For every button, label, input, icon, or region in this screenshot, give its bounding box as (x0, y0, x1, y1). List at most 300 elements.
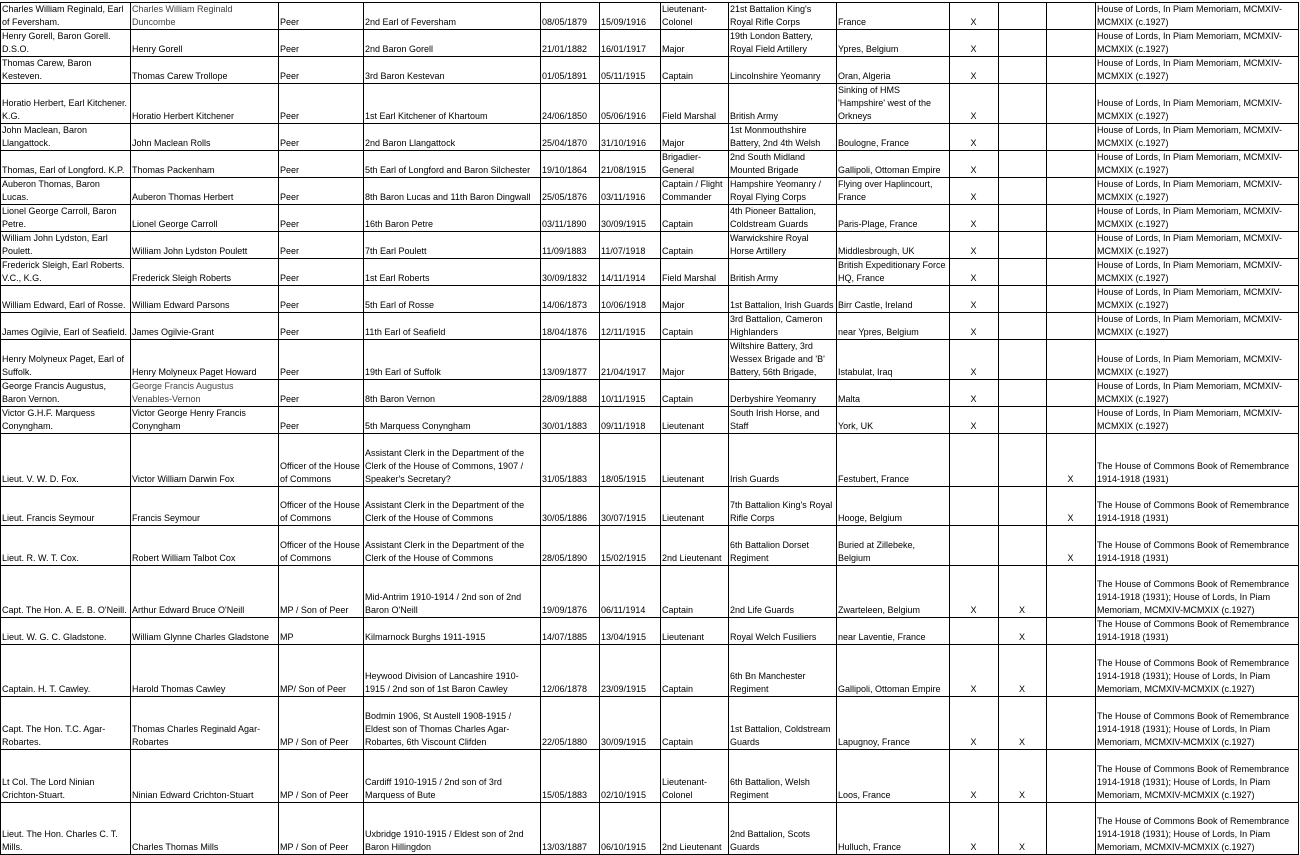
officer-mark-cell (1047, 151, 1096, 178)
rank-cell: Field Marshal (661, 259, 729, 286)
rank-cell: Lieutenant (661, 487, 729, 526)
commons-mark-cell (999, 434, 1047, 487)
death-date-cell: 16/01/1917 (600, 30, 661, 57)
rank-cell: Captain (661, 697, 729, 750)
unit-cell: Wiltshire Battery, 3rd Wessex Brigade and 'B' Battery, 56th Brigade, (729, 340, 837, 380)
place-of-death-cell: Malta (837, 380, 950, 407)
memorial-name-cell: William Edward, Earl of Rosse. (1, 286, 131, 313)
source-cell: House of Lords, In Piam Memoriam, MCMXIV-MCMXIX (c.1927) (1096, 340, 1299, 380)
death-date-cell: 10/11/1915 (600, 380, 661, 407)
table-row (1, 124, 1299, 151)
table-row (1, 57, 1299, 84)
lords-mark-cell: X (950, 84, 999, 124)
place-of-death-cell: Lapugnoy, France (837, 697, 950, 750)
category-cell: Officer of the House of Commons (279, 487, 364, 526)
title-cell: Mid-Antrim 1910-1914 / 2nd son of 2nd Baron O'Neill (364, 566, 541, 618)
rank-cell: Major (661, 340, 729, 380)
memorial-name-cell: Frederick Sleigh, Earl Roberts. V.C., K.G. (1, 259, 131, 286)
death-date-cell: 05/06/1916 (600, 84, 661, 124)
source-cell: House of Lords, In Piam Memoriam, MCMXIV-MCMXIX (c.1927) (1096, 380, 1299, 407)
unit-cell: 1st Monmouthshire Battery, 2nd 4th Welsh (729, 124, 837, 151)
commons-mark-cell: X (999, 697, 1047, 750)
unit-cell: Warwickshire Royal Horse Artillery (729, 232, 837, 259)
full-name-cell: John Maclean Rolls (131, 124, 279, 151)
table-body (1, 3, 1299, 855)
lords-mark-cell: X (950, 340, 999, 380)
unit-cell: 7th Battalion King's Royal Rifle Corps (729, 487, 837, 526)
commons-mark-cell (999, 286, 1047, 313)
table-row (1, 313, 1299, 340)
place-of-death-cell: Buried at Zillebeke, Belgium (837, 526, 950, 566)
category-cell: MP / Son of Peer (279, 566, 364, 618)
death-date-cell: 06/11/1914 (600, 566, 661, 618)
full-name-cell: Charles William Reginald Duncombe (131, 3, 279, 30)
source-cell: House of Lords, In Piam Memoriam, MCMXIV-MCMXIX (c.1927) (1096, 286, 1299, 313)
source-cell: The House of Commons Book of Remembrance 1914-1918 (1931) (1096, 618, 1299, 645)
title-cell: Cardiff 1910-1915 / 2nd son of 3rd Marquess of Bute (364, 750, 541, 803)
category-cell: Peer (279, 84, 364, 124)
source-cell: The House of Commons Book of Remembrance 1914-1918 (1931) (1096, 434, 1299, 487)
place-of-death-cell: Hulluch, France (837, 803, 950, 855)
lords-mark-cell (950, 526, 999, 566)
memorial-name-cell: Henry Gorell, Baron Gorell. D.S.O. (1, 30, 131, 57)
table-row (1, 286, 1299, 313)
lords-mark-cell: X (950, 151, 999, 178)
lords-mark-cell (950, 434, 999, 487)
full-name-cell: Victor William Darwin Fox (131, 434, 279, 487)
source-cell: House of Lords, In Piam Memoriam, MCMXIV-MCMXIX (c.1927) (1096, 205, 1299, 232)
memorial-name-cell: Lieut. Francis Seymour (1, 487, 131, 526)
full-name-cell: William Glynne Charles Gladstone (131, 618, 279, 645)
death-date-cell: 30/09/1915 (600, 205, 661, 232)
table-row (1, 3, 1299, 30)
officer-mark-cell (1047, 232, 1096, 259)
commons-mark-cell (999, 380, 1047, 407)
title-cell: Assistant Clerk in the Department of the Clerk of the House of Commons, 1907 / Speaker's Secretary? (364, 434, 541, 487)
place-of-death-cell: France (837, 3, 950, 30)
officer-mark-cell: X (1047, 487, 1096, 526)
full-name-cell: Thomas Carew Trollope (131, 57, 279, 84)
death-date-cell: 06/10/1915 (600, 803, 661, 855)
rank-cell: Lieutenant-Colonel (661, 3, 729, 30)
commons-mark-cell (999, 84, 1047, 124)
lords-mark-cell: X (950, 407, 999, 434)
birth-date-cell: 18/04/1876 (541, 313, 600, 340)
source-cell: House of Lords, In Piam Memoriam, MCMXIV-MCMXIX (c.1927) (1096, 232, 1299, 259)
category-cell: Peer (279, 313, 364, 340)
title-cell: 19th Earl of Suffolk (364, 340, 541, 380)
birth-date-cell: 30/01/1883 (541, 407, 600, 434)
commons-mark-cell (999, 3, 1047, 30)
category-cell: MP / Son of Peer (279, 750, 364, 803)
title-cell: 16th Baron Petre (364, 205, 541, 232)
officer-mark-cell (1047, 750, 1096, 803)
commons-mark-cell (999, 487, 1047, 526)
place-of-death-cell: British Expeditionary Force HQ, France (837, 259, 950, 286)
officer-mark-cell: X (1047, 526, 1096, 566)
death-date-cell: 21/04/1917 (600, 340, 661, 380)
title-cell: 7th Earl Poulett (364, 232, 541, 259)
full-name-cell: James Ogilvie-Grant (131, 313, 279, 340)
table-row (1, 526, 1299, 566)
unit-cell: 21st Battalion King's Royal Rifle Corps (729, 3, 837, 30)
source-cell: House of Lords, In Piam Memoriam, MCMXIV-MCMXIX (c.1927) (1096, 313, 1299, 340)
death-date-cell: 23/09/1915 (600, 645, 661, 697)
unit-cell: British Army (729, 259, 837, 286)
source-cell: House of Lords, In Piam Memoriam, MCMXIV-MCMXIX (c.1927) (1096, 407, 1299, 434)
death-date-cell: 15/02/1915 (600, 526, 661, 566)
lords-mark-cell: X (950, 645, 999, 697)
unit-cell: 19th London Battery, Royal Field Artillery (729, 30, 837, 57)
table-row (1, 340, 1299, 380)
source-cell: House of Lords, In Piam Memoriam, MCMXIV-MCMXIX (c.1927) (1096, 3, 1299, 30)
lords-mark-cell: X (950, 232, 999, 259)
memorial-name-cell: Thomas Carew, Baron Kesteven. (1, 57, 131, 84)
place-of-death-cell: Gallipoli, Ottoman Empire (837, 151, 950, 178)
place-of-death-cell: Boulogne, France (837, 124, 950, 151)
officer-mark-cell (1047, 124, 1096, 151)
memorial-name-cell: William John Lydston, Earl Poulett. (1, 232, 131, 259)
birth-date-cell: 13/09/1877 (541, 340, 600, 380)
lords-mark-cell: X (950, 57, 999, 84)
officer-mark-cell (1047, 340, 1096, 380)
birth-date-cell: 30/09/1832 (541, 259, 600, 286)
category-cell: MP / Son of Peer (279, 697, 364, 750)
birth-date-cell: 22/05/1880 (541, 697, 600, 750)
officer-mark-cell (1047, 205, 1096, 232)
full-name-cell: Henry Molyneux Paget Howard (131, 340, 279, 380)
table-row (1, 178, 1299, 205)
lords-mark-cell (950, 487, 999, 526)
place-of-death-cell: York, UK (837, 407, 950, 434)
unit-cell: 1st Battalion, Irish Guards (729, 286, 837, 313)
source-cell: The House of Commons Book of Remembrance 1914-1918 (1931); House of Lords, In Piam Memoriam, MCMXIV-MCMXIX (c.1927) (1096, 803, 1299, 855)
unit-cell: Hampshire Yeomanry / Royal Flying Corps (729, 178, 837, 205)
place-of-death-cell: near Laventie, France (837, 618, 950, 645)
rank-cell: Captain / Flight Commander (661, 178, 729, 205)
table-row (1, 380, 1299, 407)
full-name-cell: George Francis Augustus Venables-Vernon (131, 380, 279, 407)
memorial-name-cell: Lieut. The Hon. Charles C. T. Mills. (1, 803, 131, 855)
birth-date-cell: 13/03/1887 (541, 803, 600, 855)
commons-mark-cell (999, 232, 1047, 259)
memorial-name-cell: Auberon Thomas, Baron Lucas. (1, 178, 131, 205)
source-cell: House of Lords, In Piam Memoriam, MCMXIV-MCMXIX (c.1927) (1096, 151, 1299, 178)
full-name-cell: Thomas Packenham (131, 151, 279, 178)
category-cell: Peer (279, 286, 364, 313)
full-name-cell: Robert William Talbot Cox (131, 526, 279, 566)
title-cell: 2nd Baron Llangattock (364, 124, 541, 151)
category-cell: Officer of the House of Commons (279, 526, 364, 566)
memorial-name-cell: John Maclean, Baron Llangattock. (1, 124, 131, 151)
source-cell: House of Lords, In Piam Memoriam, MCMXIV-MCMXIX (c.1927) (1096, 57, 1299, 84)
officer-mark-cell (1047, 645, 1096, 697)
memorial-name-cell: Henry Molyneux Paget, Earl of Suffolk. (1, 340, 131, 380)
source-cell: House of Lords, In Piam Memoriam, MCMXIV-MCMXIX (c.1927) (1096, 178, 1299, 205)
table-row (1, 259, 1299, 286)
category-cell: Peer (279, 232, 364, 259)
birth-date-cell: 30/05/1886 (541, 487, 600, 526)
officer-mark-cell (1047, 618, 1096, 645)
death-date-cell: 10/06/1918 (600, 286, 661, 313)
rank-cell: Captain (661, 645, 729, 697)
lords-mark-cell: X (950, 178, 999, 205)
lords-mark-cell: X (950, 566, 999, 618)
category-cell: Peer (279, 124, 364, 151)
full-name-cell: Frederick Sleigh Roberts (131, 259, 279, 286)
category-cell: Peer (279, 259, 364, 286)
death-date-cell: 21/08/1915 (600, 151, 661, 178)
full-name-cell: Harold Thomas Cawley (131, 645, 279, 697)
source-cell: The House of Commons Book of Remembrance 1914-1918 (1931) (1096, 487, 1299, 526)
category-cell: Peer (279, 380, 364, 407)
birth-date-cell: 12/06/1878 (541, 645, 600, 697)
source-cell: The House of Commons Book of Remembrance 1914-1918 (1931); House of Lords, In Piam Memoriam, MCMXIV-MCMXIX (c.1927) (1096, 645, 1299, 697)
commons-mark-cell: X (999, 750, 1047, 803)
lords-mark-cell: X (950, 380, 999, 407)
category-cell: Peer (279, 151, 364, 178)
commons-mark-cell (999, 407, 1047, 434)
commons-mark-cell (999, 313, 1047, 340)
unit-cell: 2nd Battalion, Scots Guards (729, 803, 837, 855)
place-of-death-cell: Istabulat, Iraq (837, 340, 950, 380)
source-cell: The House of Commons Book of Remembrance 1914-1918 (1931); House of Lords, In Piam Memoriam, MCMXIV-MCMXIX (c.1927) (1096, 566, 1299, 618)
rank-cell: Major (661, 286, 729, 313)
place-of-death-cell: Oran, Algeria (837, 57, 950, 84)
title-cell: 5th Earl of Rosse (364, 286, 541, 313)
place-of-death-cell: Zwarteleen, Belgium (837, 566, 950, 618)
birth-date-cell: 25/05/1876 (541, 178, 600, 205)
rank-cell: Lieutenant (661, 434, 729, 487)
unit-cell: 6th Battalion Dorset Regiment (729, 526, 837, 566)
commons-mark-cell: X (999, 566, 1047, 618)
birth-date-cell: 14/06/1873 (541, 286, 600, 313)
memorial-name-cell: Lieut. W. G. C. Gladstone. (1, 618, 131, 645)
officer-mark-cell (1047, 313, 1096, 340)
source-cell: House of Lords, In Piam Memoriam, MCMXIV-MCMXIX (c.1927) (1096, 259, 1299, 286)
officer-mark-cell (1047, 259, 1096, 286)
birth-date-cell: 03/11/1890 (541, 205, 600, 232)
source-cell: House of Lords, In Piam Memoriam, MCMXIV-MCMXIX (c.1927) (1096, 124, 1299, 151)
rank-cell: Lieutenant (661, 618, 729, 645)
birth-date-cell: 15/05/1883 (541, 750, 600, 803)
source-cell: The House of Commons Book of Remembrance 1914-1918 (1931); House of Lords, In Piam Memoriam, MCMXIV-MCMXIX (c.1927) (1096, 750, 1299, 803)
rank-cell: Major (661, 124, 729, 151)
lords-mark-cell: X (950, 313, 999, 340)
officer-mark-cell (1047, 30, 1096, 57)
commons-mark-cell (999, 30, 1047, 57)
full-name-cell: Francis Seymour (131, 487, 279, 526)
table-row (1, 566, 1299, 618)
birth-date-cell: 19/09/1876 (541, 566, 600, 618)
category-cell: Peer (279, 30, 364, 57)
full-name-cell: Auberon Thomas Herbert (131, 178, 279, 205)
lords-mark-cell: X (950, 124, 999, 151)
death-date-cell: 31/10/1916 (600, 124, 661, 151)
memorial-name-cell: Horatio Herbert, Earl Kitchener. K.G. (1, 84, 131, 124)
rank-cell: Captain (661, 232, 729, 259)
officer-mark-cell: X (1047, 434, 1096, 487)
memorial-spreadsheet-table (0, 2, 1299, 855)
unit-cell: 6th Battalion, Welsh Regiment (729, 750, 837, 803)
place-of-death-cell: Middlesbrough, UK (837, 232, 950, 259)
unit-cell: Derbyshire Yeomanry (729, 380, 837, 407)
table-row (1, 232, 1299, 259)
full-name-cell: William John Lydston Poulett (131, 232, 279, 259)
title-cell: Uxbridge 1910-1915 / Eldest son of 2nd Baron Hillingdon (364, 803, 541, 855)
category-cell: Peer (279, 407, 364, 434)
officer-mark-cell (1047, 380, 1096, 407)
full-name-cell: Ninian Edward Crichton-Stuart (131, 750, 279, 803)
source-cell: The House of Commons Book of Remembrance 1914-1918 (1931) (1096, 526, 1299, 566)
rank-cell: 2nd Lieutenant (661, 803, 729, 855)
table-row (1, 618, 1299, 645)
officer-mark-cell (1047, 407, 1096, 434)
rank-cell: Captain (661, 313, 729, 340)
rank-cell: Brigadier-General (661, 151, 729, 178)
place-of-death-cell: Hooge, Belgium (837, 487, 950, 526)
title-cell: 2nd Earl of Feversham (364, 3, 541, 30)
memorial-name-cell: Lieut. V. W. D. Fox. (1, 434, 131, 487)
birth-date-cell: 28/09/1888 (541, 380, 600, 407)
birth-date-cell: 08/05/1879 (541, 3, 600, 30)
lords-mark-cell: X (950, 286, 999, 313)
commons-mark-cell (999, 151, 1047, 178)
commons-mark-cell: X (999, 618, 1047, 645)
memorial-name-cell: Capt. The Hon. A. E. B. O'Neill. (1, 566, 131, 618)
lords-mark-cell: X (950, 30, 999, 57)
commons-mark-cell: X (999, 803, 1047, 855)
title-cell: 3rd Baron Kestevan (364, 57, 541, 84)
unit-cell: Irish Guards (729, 434, 837, 487)
category-cell: Officer of the House of Commons (279, 434, 364, 487)
source-cell: House of Lords, In Piam Memoriam, MCMXIV-MCMXIX (c.1927) (1096, 84, 1299, 124)
birth-date-cell: 24/06/1850 (541, 84, 600, 124)
title-cell: Heywood Division of Lancashire 1910-1915 / 2nd son of 1st Baron Cawley (364, 645, 541, 697)
category-cell: MP / Son of Peer (279, 803, 364, 855)
rank-cell: Lieutenant-Colonel (661, 750, 729, 803)
death-date-cell: 30/09/1915 (600, 697, 661, 750)
birth-date-cell: 01/05/1891 (541, 57, 600, 84)
memorial-name-cell: Victor G.H.F. Marquess Conyngham. (1, 407, 131, 434)
rank-cell: Field Marshal (661, 84, 729, 124)
place-of-death-cell: Loos, France (837, 750, 950, 803)
place-of-death-cell: Flying over Haplincourt, France (837, 178, 950, 205)
place-of-death-cell: Sinking of HMS 'Hampshire' west of the Orkneys (837, 84, 950, 124)
lords-mark-cell: X (950, 697, 999, 750)
death-date-cell: 13/04/1915 (600, 618, 661, 645)
rank-cell: Captain (661, 205, 729, 232)
title-cell: Bodmin 1906, St Austell 1908-1915 / Eldest son of Thomas Charles Agar-Robartes, 6th Viscount Clifden (364, 697, 541, 750)
lords-mark-cell (950, 618, 999, 645)
death-date-cell: 03/11/1916 (600, 178, 661, 205)
title-cell: 2nd Baron Gorell (364, 30, 541, 57)
unit-cell: British Army (729, 84, 837, 124)
category-cell: MP/ Son of Peer (279, 645, 364, 697)
death-date-cell: 15/09/1916 (600, 3, 661, 30)
table-row (1, 750, 1299, 803)
birth-date-cell: 28/05/1890 (541, 526, 600, 566)
table-row (1, 434, 1299, 487)
lords-mark-cell: X (950, 750, 999, 803)
title-cell: Kilmarnock Burghs 1911-1915 (364, 618, 541, 645)
table-row (1, 645, 1299, 697)
title-cell: 1st Earl Kitchener of Khartoum (364, 84, 541, 124)
category-cell: MP (279, 618, 364, 645)
place-of-death-cell: near Ypres, Belgium (837, 313, 950, 340)
full-name-cell: Horatio Herbert Kitchener (131, 84, 279, 124)
death-date-cell: 18/05/1915 (600, 434, 661, 487)
birth-date-cell: 31/05/1883 (541, 434, 600, 487)
table-row (1, 205, 1299, 232)
officer-mark-cell (1047, 84, 1096, 124)
table-row (1, 151, 1299, 178)
table-row (1, 30, 1299, 57)
officer-mark-cell (1047, 697, 1096, 750)
title-cell: Assistant Clerk in the Department of the Clerk of the House of Commons (364, 487, 541, 526)
officer-mark-cell (1047, 566, 1096, 618)
full-name-cell: Arthur Edward Bruce O'Neill (131, 566, 279, 618)
lords-mark-cell: X (950, 3, 999, 30)
death-date-cell: 09/11/1918 (600, 407, 661, 434)
memorial-name-cell: James Ogilvie, Earl of Seafield. (1, 313, 131, 340)
memorial-name-cell: Lt Col. The Lord Ninian Crichton-Stuart. (1, 750, 131, 803)
title-cell: 1st Earl Roberts (364, 259, 541, 286)
full-name-cell: Victor George Henry Francis Conyngham (131, 407, 279, 434)
commons-mark-cell (999, 124, 1047, 151)
unit-cell: 3rd Battalion, Cameron Highlanders (729, 313, 837, 340)
rank-cell: Major (661, 30, 729, 57)
birth-date-cell: 14/07/1885 (541, 618, 600, 645)
category-cell: Peer (279, 340, 364, 380)
officer-mark-cell (1047, 57, 1096, 84)
place-of-death-cell: Birr Castle, Ireland (837, 286, 950, 313)
memorial-name-cell: Lionel George Carroll, Baron Petre. (1, 205, 131, 232)
commons-mark-cell (999, 57, 1047, 84)
source-cell: House of Lords, In Piam Memoriam, MCMXIV-MCMXIX (c.1927) (1096, 30, 1299, 57)
birth-date-cell: 25/04/1870 (541, 124, 600, 151)
unit-cell: 6th Bn Manchester Regiment (729, 645, 837, 697)
death-date-cell: 14/11/1914 (600, 259, 661, 286)
table-row (1, 84, 1299, 124)
rank-cell: Captain (661, 57, 729, 84)
category-cell: Peer (279, 205, 364, 232)
rank-cell: Captain (661, 566, 729, 618)
title-cell: 5th Marquess Conyngham (364, 407, 541, 434)
birth-date-cell: 19/10/1864 (541, 151, 600, 178)
unit-cell: Lincolnshire Yeomanry (729, 57, 837, 84)
birth-date-cell: 21/01/1882 (541, 30, 600, 57)
lords-mark-cell: X (950, 205, 999, 232)
commons-mark-cell (999, 526, 1047, 566)
commons-mark-cell: X (999, 645, 1047, 697)
rank-cell: 2nd Lieutenant (661, 526, 729, 566)
memorial-name-cell: Thomas, Earl of Longford. K.P. (1, 151, 131, 178)
rank-cell: Lieutenant (661, 407, 729, 434)
unit-cell: 1st Battalion, Coldstream Guards (729, 697, 837, 750)
memorial-name-cell: Capt. The Hon. T.C. Agar-Robartes. (1, 697, 131, 750)
place-of-death-cell: Ypres, Belgium (837, 30, 950, 57)
memorial-name-cell: George Francis Augustus, Baron Vernon. (1, 380, 131, 407)
commons-mark-cell (999, 259, 1047, 286)
full-name-cell: Henry Gorell (131, 30, 279, 57)
lords-mark-cell: X (950, 803, 999, 855)
title-cell: Assistant Clerk in the Department of the Clerk of the House of Commons (364, 526, 541, 566)
death-date-cell: 05/11/1915 (600, 57, 661, 84)
officer-mark-cell (1047, 178, 1096, 205)
full-name-cell: Lionel George Carroll (131, 205, 279, 232)
officer-mark-cell (1047, 286, 1096, 313)
